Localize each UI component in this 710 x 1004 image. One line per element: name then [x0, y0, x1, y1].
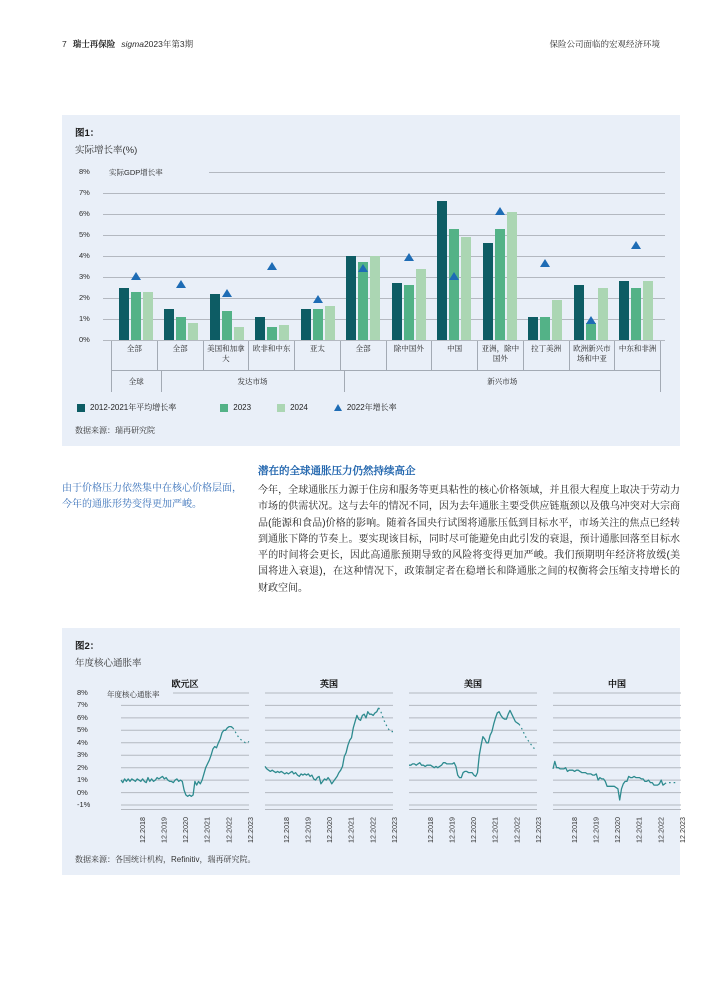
figure-1-subtitle: 实际增长率(%)	[75, 145, 138, 156]
x-tick-label: 12.2023	[390, 817, 399, 843]
x-tick-label: 12.2019	[447, 817, 457, 843]
y-tick-label: 1%	[79, 314, 90, 323]
bar-group	[113, 172, 159, 340]
bar	[301, 309, 311, 341]
x-tick-label: 12.2018	[281, 817, 291, 843]
panel-title: 美国	[463, 679, 482, 689]
x-tick-label: 12.2018	[569, 817, 579, 843]
triangle-marker	[176, 280, 186, 288]
y-tick-label: 6%	[79, 209, 90, 218]
page-header	[62, 38, 660, 50]
bar	[210, 294, 220, 340]
bar	[416, 269, 426, 340]
y-tick-label: -1%	[77, 800, 91, 809]
panel	[409, 677, 543, 850]
y-tick-label: 4%	[79, 251, 90, 260]
panel-title: 英国	[319, 679, 338, 689]
bar	[483, 243, 493, 340]
category-label: 全部	[341, 340, 387, 370]
fig1-legend	[77, 402, 667, 413]
bar-group	[477, 172, 523, 340]
x-tick-label: 12.2022	[656, 817, 666, 843]
legend-label: 2023	[233, 403, 252, 412]
legend-item	[220, 403, 251, 412]
x-tick-label: 12.2021	[202, 817, 212, 843]
figure-2-subtitle: 年度核心通胀率	[75, 658, 142, 669]
bar	[119, 288, 129, 341]
category-label: 亚太	[295, 340, 341, 370]
category-label: 中东和非洲	[615, 340, 661, 370]
x-tick-label: 12.2019	[159, 817, 169, 843]
bar	[143, 292, 153, 340]
bar-group	[614, 172, 660, 340]
triangle-marker	[222, 289, 232, 297]
x-tick-label: 12.2020	[613, 817, 623, 843]
bar-group	[295, 172, 341, 340]
bar	[598, 288, 608, 341]
y-tick-label: 7%	[77, 700, 88, 710]
bar-group	[341, 172, 387, 340]
y-tick-label: 6%	[77, 712, 88, 722]
triangle-marker	[313, 295, 323, 303]
triangle-marker	[540, 259, 550, 267]
region-label: 新兴市场	[345, 371, 662, 392]
category-label: 全部	[112, 340, 158, 370]
x-tick-label: 12.2021	[346, 817, 356, 843]
y-tick-label: 1%	[77, 775, 88, 785]
x-tick-label: 12.2021	[490, 817, 500, 843]
x-tick-label: 12.2022	[224, 817, 234, 843]
triangle-marker	[495, 207, 505, 215]
legend-swatch	[77, 404, 85, 412]
bar	[279, 325, 289, 340]
bar	[574, 285, 584, 340]
category-label: 中国	[432, 340, 478, 370]
bar	[313, 309, 323, 341]
y-tick-label: 8%	[79, 167, 90, 176]
bar	[552, 300, 562, 340]
triangle-marker	[131, 272, 141, 280]
edition-text: 2023年第3期	[143, 39, 194, 49]
bar	[437, 201, 447, 340]
fig2-y-axis	[75, 677, 101, 850]
x-tick-label: 12.2023	[678, 817, 687, 843]
figure-1-label: 图1：	[75, 128, 100, 139]
y-tick-label: 5%	[79, 230, 90, 239]
text-section	[62, 463, 680, 597]
y-axis-title: 年度核心通胀率	[107, 690, 160, 699]
category-label: 欧非和中东	[249, 340, 295, 370]
panel	[265, 677, 399, 850]
y-tick-label: 2%	[77, 762, 88, 772]
y-tick-label: 0%	[79, 335, 90, 344]
bar	[540, 317, 550, 340]
triangle-marker	[404, 253, 414, 261]
brand-name: 瑞士再保险	[72, 39, 116, 49]
category-label: 除中国外	[387, 340, 433, 370]
fig1-source: 数据来源：瑞再研究院	[75, 426, 155, 435]
triangle-marker	[631, 241, 641, 249]
bar	[586, 323, 596, 340]
x-tick-label: 12.2019	[303, 817, 313, 843]
figure-2	[62, 628, 687, 875]
fig1-plot	[77, 167, 665, 344]
x-tick-label: 12.2020	[469, 817, 479, 843]
panel	[553, 677, 687, 850]
figure-1	[62, 115, 680, 446]
legend-item	[77, 402, 176, 413]
bar	[370, 256, 380, 340]
x-tick-label: 12.2023	[534, 817, 543, 843]
legend-triangle-icon	[334, 404, 342, 411]
section-heading: 潜在的全球通胀压力仍然持续高企	[258, 465, 416, 477]
bar	[631, 288, 641, 341]
bar-groups	[113, 172, 659, 340]
bar	[619, 281, 629, 340]
x-tick-label: 12.2020	[325, 817, 335, 843]
x-tick-label: 12.2018	[137, 817, 147, 843]
x-tick-label: 12.2018	[425, 817, 435, 843]
bar	[164, 309, 174, 341]
bar-group	[568, 172, 614, 340]
y-tick-label: 8%	[77, 688, 88, 697]
bar-group	[523, 172, 569, 340]
bar	[404, 285, 414, 340]
x-tick-label: 12.2021	[634, 817, 644, 843]
bar	[188, 323, 198, 340]
line-chart	[553, 693, 687, 850]
y-tick-label: 7%	[79, 188, 90, 197]
triangle-marker	[586, 316, 596, 324]
line-chart	[265, 693, 399, 850]
y-tick-label: 5%	[77, 725, 88, 735]
margin-note: 由于价格压力依然集中在核心价格层面，今年的通胀形势变得更加严峻。	[62, 483, 242, 510]
bar	[346, 256, 356, 340]
bar-group	[159, 172, 205, 340]
bar	[255, 317, 265, 340]
category-label: 亚洲，除中国外	[478, 340, 524, 370]
fig1-axis-labels	[111, 340, 661, 392]
bar-group	[250, 172, 296, 340]
legend-label: 2022年增长率	[346, 403, 397, 412]
bar	[507, 212, 517, 340]
line-chart	[121, 693, 255, 850]
bar-group	[386, 172, 432, 340]
category-label: 美国和加拿大	[204, 340, 250, 370]
section-title: 保险公司面临的宏观经济环境	[549, 39, 660, 49]
bar	[325, 306, 335, 340]
header-left	[62, 38, 193, 50]
legend-item	[277, 403, 308, 412]
y-axis-title: 实际GDP增长率	[109, 168, 163, 177]
bar-group	[432, 172, 478, 340]
x-tick-label: 12.2022	[368, 817, 378, 843]
bar	[222, 311, 232, 340]
figure-2-label: 图2：	[75, 641, 100, 652]
page-number: 7	[62, 39, 67, 49]
bar	[131, 292, 141, 340]
x-tick-label: 12.2019	[591, 817, 601, 843]
fig2-source: 数据来源：各国统计机构，Refinitiv，瑞再研究院。	[75, 855, 256, 864]
legend-item	[334, 402, 397, 413]
y-tick-label: 2%	[79, 293, 90, 302]
fig1-category-row	[111, 340, 661, 371]
x-tick-label: 12.2020	[181, 817, 191, 843]
gridline	[103, 340, 665, 341]
legend-swatch	[277, 404, 285, 412]
y-tick-label: 4%	[77, 737, 88, 747]
x-tick-label: 12.2023	[246, 817, 255, 843]
x-tick-label: 12.2022	[512, 817, 522, 843]
panel-title: 中国	[607, 679, 626, 689]
region-label: 发达市场	[162, 371, 345, 392]
panel-title: 欧元区	[171, 679, 199, 689]
triangle-marker	[449, 272, 459, 280]
bar	[495, 229, 505, 340]
triangle-marker	[358, 264, 368, 272]
bar	[234, 327, 244, 340]
legend-label: 2024	[290, 403, 308, 412]
bar	[176, 317, 186, 340]
y-tick-label: 3%	[77, 750, 88, 760]
bar	[461, 237, 471, 340]
bar	[358, 262, 368, 340]
fig1-region-row	[111, 371, 661, 392]
legend-swatch	[220, 404, 228, 412]
category-label: 拉丁美洲	[524, 340, 570, 370]
panel	[121, 677, 255, 850]
category-label: 全部	[158, 340, 204, 370]
edition	[121, 38, 193, 50]
main-column	[258, 463, 680, 597]
body-paragraph: 今年，全球通胀压力源于住房和服务等更具粘性的核心价格领域，并且很大程度上取决于劳动力市场的供需状况。这与去年的情况不同，因为去年通胀主要受供应链瓶颈以及俄乌冲突对大宗商品(能源和食品)价格的影响。随着各国央行试图将通胀压低到目标水平，市场关注的焦点已经转到通胀下降的节奏上。要实现该目标，同时尽可能避免由此引发的衰退，预计通胀回落至目标水平的时间将会更长，因此高通胀预期导致的风险将变得更加严峻。我们预期明年经济将放缓(美国将进入衰退)，在这种情况下，政策制定者在稳增长和降通胀之间的权衡将会压缩支持增长的财政空间。	[258, 485, 680, 594]
bar	[643, 281, 653, 340]
region-label: 全球	[112, 371, 162, 392]
bar	[267, 327, 277, 340]
triangle-marker	[267, 262, 277, 270]
bar	[392, 283, 402, 340]
legend-label: 2012-2021年平均增长率	[90, 403, 177, 412]
sigma-label: sigma	[121, 39, 144, 49]
category-label: 欧洲新兴市场和中亚	[570, 340, 616, 370]
bar	[449, 229, 459, 340]
fig2-panels	[75, 677, 687, 850]
line-chart	[409, 693, 543, 850]
bar-group	[204, 172, 250, 340]
bar	[528, 317, 538, 340]
y-tick-label: 3%	[79, 272, 90, 281]
y-tick-label: 0%	[77, 787, 88, 797]
